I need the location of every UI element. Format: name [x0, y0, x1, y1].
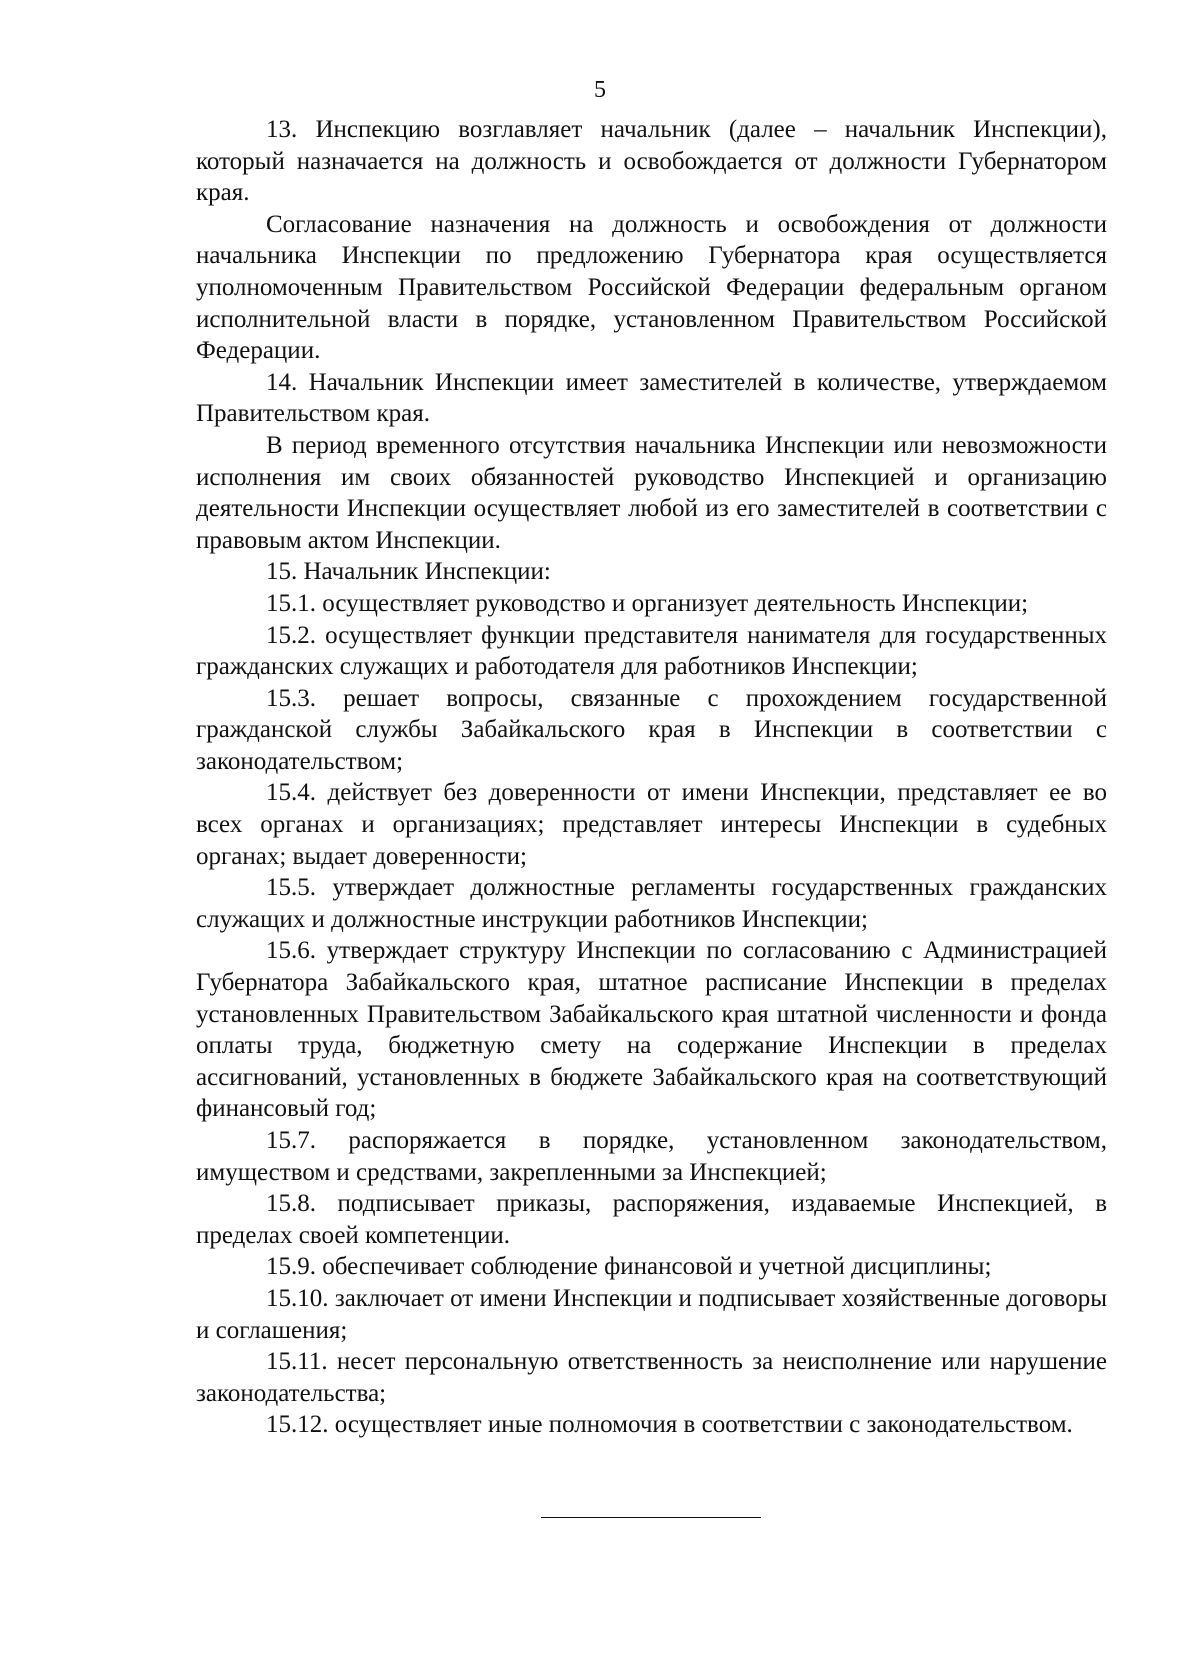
- paragraph-15-11: 15.11. несет персональную ответственность за неисполнение или нарушение законодательства;: [196, 1348, 1107, 1407]
- paragraph-15-9: 15.9. обеспечивает соблюдение финансовой и учетной дисциплины;: [266, 1253, 992, 1281]
- paragraph-13: 13. Инспекцию возглавляет начальник (далее – начальник Инспекции), который назначается на должность и освобождается от должности Губернатором края.: [196, 116, 1107, 207]
- paragraph-15-2: 15.2. осуществляет функции представителя нанимателя для государственных гражданских служащих и работодателя для работников Инспекции;: [196, 621, 1107, 681]
- paragraph-14: 14. Начальник Инспекции имеет заместителей в количестве, утверждаемом Правительством края.: [196, 368, 1107, 428]
- document-body: [196, 114, 1107, 1441]
- paragraph-15-4: 15.4. действует без доверенности от имени Инспекции, представляет ее во всех органах и организациях; представляет интересы Инспекции в судебных органах; выдает доверенности;: [196, 779, 1107, 870]
- closing-rule: [541, 1517, 761, 1518]
- paragraph-15-3: 15.3. решает вопросы, связанные с прохождением государственной гражданской службы Забайкальского края в Инспекции в соответствии с законодательством;: [196, 684, 1107, 775]
- paragraph-15-5: 15.5. утверждает должностные регламенты государственных гражданских служащих и должностные инструкции работников Инспекции;: [196, 874, 1107, 933]
- paragraph-15-12: 15.12. осуществляет иные полномочия в соответствии с законодательством.: [266, 1411, 1073, 1439]
- paragraph-15-10: 15.10. заключает от имени Инспекции и подписывает хозяйственные договоры и соглашения;: [196, 1284, 1107, 1344]
- paragraph-15-8: 15.8. подписывает приказы, распоряжения, издаваемые Инспекцией, в пределах своей компетенции.: [196, 1190, 1107, 1249]
- paragraph-15: 15. Начальник Инспекции:: [266, 558, 551, 586]
- paragraph-15-7: 15.7. распоряжается в порядке, установленном законодательством, имуществом и средствами, закрепленными за Инспекцией;: [196, 1127, 1107, 1186]
- page-number: 5: [594, 77, 606, 103]
- paragraph-15-1: 15.1. осуществляет руководство и организует деятельность Инспекции;: [266, 589, 1029, 617]
- paragraph-15-6: 15.6. утверждает структуру Инспекции по согласованию с Администрацией Губернатора Забайкальского края, штатное расписание Инспекции в пределах установленных Правительством Забайкальского края штатной численности и фонда оплаты труда, бюджетную смету на содержание Инспекции в пределах ассигнований, установленных в бюджете Забайкальского края на соответствующий финансовый год;: [196, 937, 1107, 1123]
- paragraph-14-temporary-absence: В период временного отсутствия начальника Инспекции или невозможности исполнения им своих обязанностей руководство Инспекцией и организацию деятельности Инспекции осуществляет любой из его заместителей в соответствии с правовым актом Инспекции.: [196, 431, 1107, 554]
- paragraph-13-approval: Согласование назначения на должность и освобождения от должности начальника Инспекции по предложению Губернатора края осуществляется уполномоченным Правительством Российской Федерации федеральным органом исполнительной власти в порядке, установленном Правительством Российской Федерации.: [196, 210, 1107, 365]
